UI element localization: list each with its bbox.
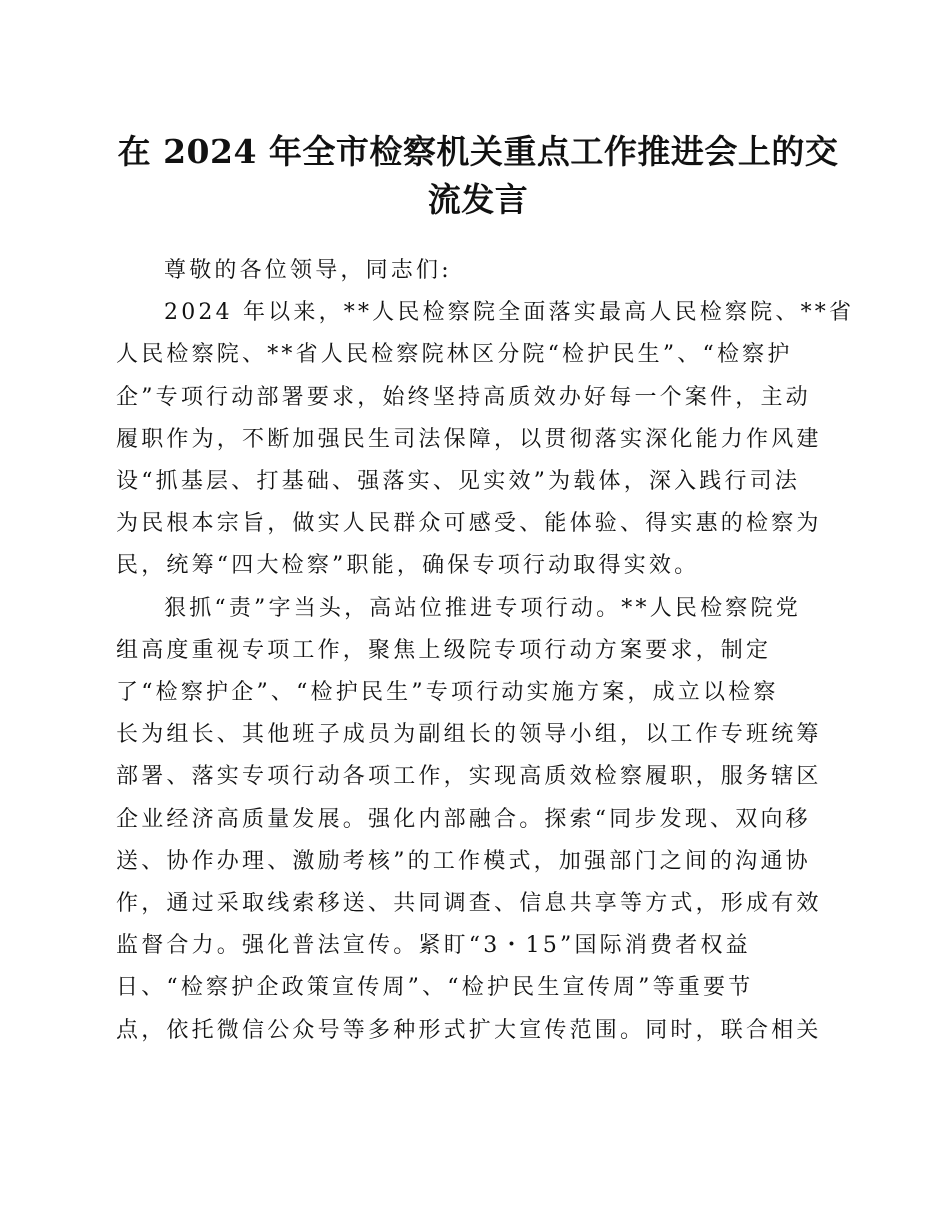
text-line: 履职作为，不断加强民生司法保障，以贯彻落实深化能力作风建 bbox=[116, 426, 822, 452]
text-line: 长为组长、其他班子成员为副组长的领导小组，以工作专班统筹 bbox=[116, 722, 822, 748]
text-line: 点，依托微信公众号等多种形式扩大宣传范围。同时，联合相关 bbox=[116, 1017, 822, 1043]
document-title bbox=[116, 128, 840, 224]
text-line: 民，统筹“四大检察”职能，确保专项行动取得实效。 bbox=[116, 553, 700, 579]
text-line: 送、协作办理、激励考核”的工作模式，加强部门之间的沟通协 bbox=[116, 848, 811, 874]
title-line: 流发言 bbox=[427, 180, 529, 219]
intro-paragraph bbox=[116, 292, 855, 587]
text-line: 组高度重视专项工作，聚焦上级院专项行动方案要求，制定 bbox=[116, 637, 772, 663]
text-line: 狠抓“责”字当头，高站位推进专项行动。**人民检察院党 bbox=[164, 595, 801, 621]
text-line: 设“抓基层、打基础、强落实、见实效”为载体，深入践行司法 bbox=[116, 469, 801, 495]
text-line: 尊敬的各位领导，同志们: bbox=[164, 258, 452, 283]
text-line: 企”专项行动部署要求，始终坚持高质效办好每一个案件，主动 bbox=[116, 384, 811, 410]
salutation-paragraph bbox=[116, 250, 840, 292]
text-line: 了“检察护企”、“检护民生”专项行动实施方案，成立以检察 bbox=[116, 680, 779, 706]
text-line: 为民根本宗旨，做实人民群众可感受、能体验、得实惠的检察为 bbox=[116, 511, 822, 537]
text-line: 监督合力。强化普法宣传。紧盯“3・15”国际消费者权益 bbox=[116, 933, 751, 959]
text-line: 2024 年以来，**人民检察院全面落实最高人民检察院、**省 bbox=[164, 300, 855, 326]
document-body bbox=[116, 250, 855, 1052]
text-line: 企业经济高质量发展。强化内部融合。探索“同步发现、双向移 bbox=[116, 806, 811, 832]
text-line: 日、“检察护企政策宣传周”、“检护民生宣传周”等重要节 bbox=[116, 975, 754, 1001]
title-line: 在 2024 年全市检察机关重点工作推进会上的交 bbox=[117, 132, 839, 171]
body-paragraph bbox=[116, 588, 840, 1052]
text-line: 人民检察院、**省人民检察院林区分院“检护民生”、“检察护 bbox=[116, 342, 793, 368]
text-line: 部署、落实专项行动各项工作，实现高质效检察履职，服务辖区 bbox=[116, 764, 822, 790]
text-line: 作，通过采取线索移送、共同调查、信息共享等方式，形成有效 bbox=[116, 891, 822, 917]
